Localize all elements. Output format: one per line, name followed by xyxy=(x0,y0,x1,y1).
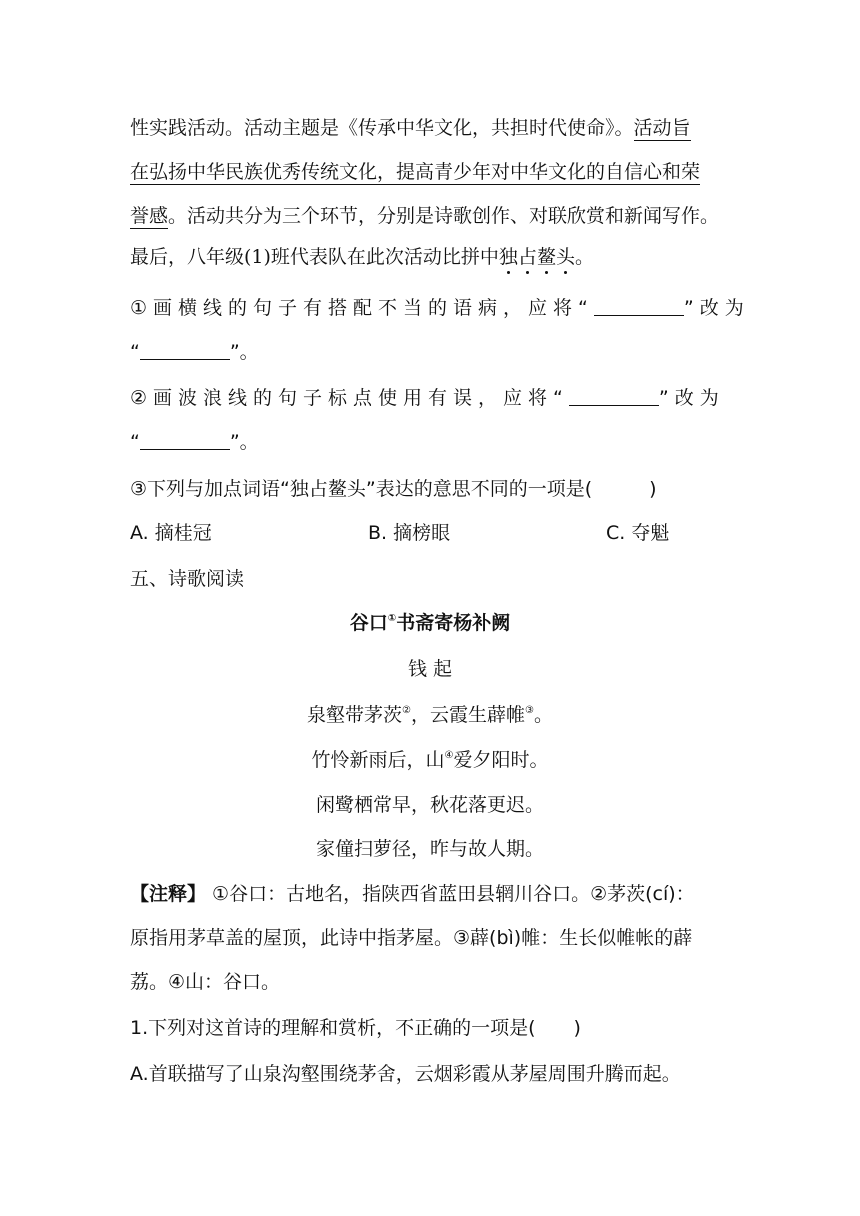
poem-line-2 xyxy=(115,745,745,772)
notes-label: 【注释】 xyxy=(130,883,207,905)
poem-title-text: 谷口 xyxy=(349,612,388,634)
dotted-char: 头 xyxy=(555,246,575,268)
poem-line-3: 闲鹭栖常早，秋花落更迟。 xyxy=(315,794,544,816)
poem-title xyxy=(115,608,745,635)
question-text: ”。 xyxy=(229,341,259,363)
answer-blank[interactable] xyxy=(594,295,684,316)
question-3-stem: ③下列与加点词语“独占鳌头”表达的意思不同的一项是( ) xyxy=(130,478,657,500)
dotted-char: 独 xyxy=(498,246,518,268)
paragraph-line-3 xyxy=(130,202,719,230)
paragraph-text: 。活动共分为三个环节，分别是诗歌创作、对联欣赏和新闻写作。 xyxy=(168,205,720,227)
poem-line-1 xyxy=(115,700,745,727)
answer-blank[interactable] xyxy=(140,339,230,360)
poem-question-1-stem: 1.下列对这首诗的理解和赏析，不正确的一项是( ) xyxy=(130,1017,581,1039)
poem-title-text: 书斋寄杨补阙 xyxy=(396,612,511,634)
question-text: ②画波浪线的句子标点使用有误，应将“ xyxy=(130,387,569,409)
paragraph-line-1 xyxy=(130,114,691,142)
paragraph-text: 。 xyxy=(574,246,594,268)
question-text: ①画横线的句子有搭配不当的语病，应将“ xyxy=(130,297,594,319)
question-text: ”改为 xyxy=(658,387,725,409)
poem-text: 。 xyxy=(533,704,553,726)
answer-blank[interactable] xyxy=(569,385,659,406)
question-1-line-2 xyxy=(130,338,259,366)
poem-author: 钱 起 xyxy=(407,658,453,680)
section-title: 五、诗歌阅读 xyxy=(130,568,245,590)
dotted-char: 占 xyxy=(517,246,537,268)
question-text: ”改为 xyxy=(683,297,750,319)
underlined-sentence: 誉感 xyxy=(130,205,169,227)
notes-line-3: 荔。④山：谷口。 xyxy=(130,971,281,993)
footnote-marker: ③ xyxy=(525,705,534,716)
option-b[interactable]: B. 摘榜眼 xyxy=(368,522,451,544)
poem-text: 泉壑带茅茨 xyxy=(307,704,403,726)
paragraph-line-4 xyxy=(130,243,594,271)
paragraph-text: 性实践活动。活动主题是《传承中华文化，共担时代使命》。 xyxy=(130,117,634,139)
paragraph-line-2 xyxy=(130,158,700,186)
footnote-marker: ④ xyxy=(444,750,454,761)
poem-line-4: 家僮扫萝径，昨与故人期。 xyxy=(315,838,544,860)
option-a[interactable]: A. 摘桂冠 xyxy=(130,522,212,544)
footnote-marker: ① xyxy=(387,613,397,624)
question-text: “ xyxy=(130,431,140,453)
notes-line-1 xyxy=(130,880,695,908)
poem-text: 竹怜新雨后，山 xyxy=(311,749,445,771)
question-2-line-1 xyxy=(130,384,725,412)
notes-line-2: 原指用茅草盖的屋顶，此诗中指茅屋。③薜(bì)帷：生长似帷帐的薜 xyxy=(130,927,693,949)
poem-text: ，云霞生薜帷 xyxy=(410,704,525,726)
question-text: “ xyxy=(130,341,140,363)
poem-text: 爱夕阳时。 xyxy=(453,749,549,771)
question-1-line-1 xyxy=(130,294,750,322)
notes-text: ①谷口：古地名，指陕西省蓝田县辋川谷口。②茅茨(cí)： xyxy=(206,883,695,905)
poem-question-1-option-a[interactable]: A.首联描写了山泉沟壑围绕茅舍，云烟彩霞从茅屋周围升腾而起。 xyxy=(130,1063,681,1085)
underlined-sentence: 活动旨 xyxy=(633,117,691,139)
footnote-marker: ② xyxy=(402,705,411,716)
dotted-char: 鳌 xyxy=(536,246,556,268)
option-c[interactable]: C. 夺魁 xyxy=(606,522,670,544)
answer-blank[interactable] xyxy=(140,429,230,450)
question-text: ”。 xyxy=(229,431,259,453)
underlined-sentence: 在弘扬中华民族优秀传统文化，提高青少年对中华文化的自信心和荣 xyxy=(130,161,701,183)
paragraph-text: 最后，八年级(1)班代表队在此次活动比拼中 xyxy=(130,246,499,268)
question-2-line-2 xyxy=(130,428,259,456)
